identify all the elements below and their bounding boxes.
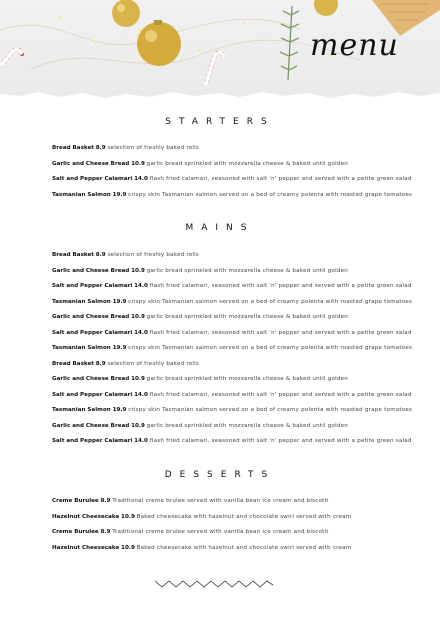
menu-item (52, 391, 422, 399)
menu-item-price: 10.9 (131, 314, 145, 320)
menu-item (52, 282, 422, 290)
zigzag-divider-icon (155, 578, 273, 590)
menu-item (52, 544, 422, 552)
menu-item-description: flash fried calamari, seasoned with salt 'n' pepper and served with a petite green salad (149, 438, 412, 444)
menu-item-price: 19.9 (112, 345, 127, 351)
menu-item-description: crispy skin Tasmanian salmon served on a bed of creamy polenta with roasted grape tomatoes (128, 407, 413, 413)
menu-item-name: Garlic and Cheese Bread (52, 376, 130, 382)
menu-item-name: Salt and Pepper Calamari (52, 283, 133, 289)
menu-item (52, 329, 422, 337)
menu-item (52, 406, 422, 414)
torn-paper-edge-icon (0, 84, 440, 100)
menu-item-name: Hazelnut Cheesecake (52, 544, 120, 551)
menu-item-description: garlic bread sprinkled with mozzarella cheese & baked until golden (146, 422, 349, 429)
menu-item-price: 19.9 (112, 407, 127, 413)
menu-item-description: garlic bread sprinkled with mozzarella cheese & baked until golden (146, 160, 349, 167)
menu-item-price: 14.0 (134, 391, 148, 398)
menu-item-description: flash fried calamari, seasoned with salt 'n' pepper and served with a petite green salad (149, 176, 412, 182)
menu-item (52, 144, 422, 152)
menu-item-name: Bread Basket (52, 145, 94, 151)
menu-item-price: 10.9 (131, 160, 145, 167)
menu-item (52, 375, 422, 383)
menu-item (52, 513, 422, 521)
menu-item-name: Bread Basket (52, 360, 94, 367)
menu-item-name: Tasmanian Salmon (52, 191, 111, 198)
menu-item-name: Garlic and Cheese Bread (52, 422, 130, 429)
menu-item-description: crispy skin Tasmanian salmon served on a bed of creamy polenta with roasted grape tomatoes (128, 191, 413, 198)
menu-item-name: Garlic and Cheese Bread (52, 267, 130, 274)
menu-item-description: selection of freshly baked rolls (107, 252, 200, 258)
menu-item-description: crispy skin Tasmanian salmon served on a bed of creamy polenta with roasted grape tomatoes (128, 345, 413, 351)
menu-item (52, 360, 422, 368)
menu-item-price: 19.9 (112, 298, 127, 305)
menu-item (52, 528, 422, 536)
menu-item (52, 298, 422, 306)
menu-item (52, 175, 422, 183)
menu-item-name: Creme Burulee (52, 498, 99, 504)
menu-item-name: Salt and Pepper Calamari (52, 176, 133, 182)
menu-item-name: Salt and Pepper Calamari (52, 391, 133, 398)
menu-item (52, 313, 422, 321)
menu-item-name: Tasmanian Salmon (52, 407, 111, 413)
menu-item-price: 14.0 (134, 329, 148, 336)
menu-item-description: selection of freshly baked rolls (107, 360, 200, 367)
header-banner (0, 0, 440, 100)
menu-item (52, 497, 422, 505)
menu-item-price: 8.9 (100, 529, 111, 535)
menu-item-name: Salt and Pepper Calamari (52, 329, 133, 336)
section-title-starters: STARTERS (165, 117, 275, 127)
menu-item-description: flash fried calamari, seasoned with salt 'n' pepper and served with a petite green salad (149, 329, 412, 336)
menu-item-description: selection of freshly baked rolls (107, 145, 200, 151)
menu-item-description: garlic bread sprinkled with mozzarella cheese & baked until golden (146, 376, 349, 382)
menu-item (52, 191, 422, 199)
menu-item-name: Salt and Pepper Calamari (52, 438, 133, 444)
menu-item (52, 344, 422, 352)
menu-item-name: Tasmanian Salmon (52, 298, 111, 305)
menu-item (52, 267, 422, 275)
menu-item-price: 14.0 (134, 176, 148, 182)
menu-item-price: 14.0 (134, 283, 148, 289)
menu-item-price: 10.9 (131, 422, 145, 429)
section-title-desserts: DESSERTS (164, 470, 276, 480)
menu-item-description: Traditional creme brulee served with vanilla bean ice cream and biscotti (112, 498, 329, 504)
menu-item-price: 10.9 (121, 544, 135, 551)
menu-item-description: flash fried calamari, seasoned with salt 'n' pepper and served with a petite green salad (149, 283, 412, 289)
menu-item-price: 19.9 (112, 191, 127, 198)
menu-item-price: 10.9 (131, 267, 145, 274)
menu-item-description: flash fried calamari, seasoned with salt 'n' pepper and served with a petite green salad (149, 391, 412, 398)
menu-item-name: Hazelnut Cheesecake (52, 513, 120, 520)
menu-title: menu (310, 28, 399, 63)
menu-item-price: 8.9 (95, 145, 106, 151)
menu-item-description: garlic bread sprinkled with mozzarella cheese & baked until golden (146, 314, 349, 320)
menu-item-description: Baked cheesecake with hazelnut and chocolate swirl served with cream (136, 513, 352, 520)
menu-item (52, 251, 422, 259)
menu-item-price: 14.0 (134, 438, 148, 444)
menu-item-price: 8.9 (95, 252, 106, 258)
menu-item-description: Traditional creme brulee served with vanilla bean ice cream and biscotti (112, 529, 329, 535)
menu-item-price: 8.9 (95, 360, 106, 367)
menu-item-description: crispy skin Tasmanian salmon served on a bed of creamy polenta with roasted grape tomatoes (128, 298, 413, 305)
menu-item (52, 422, 422, 430)
menu-item (52, 437, 422, 445)
menu-item-price: 10.9 (121, 513, 135, 520)
section-title-mains: MAINS (185, 223, 255, 233)
menu-item-price: 8.9 (100, 498, 111, 504)
menu-item-name: Garlic and Cheese Bread (52, 160, 130, 167)
menu-item (52, 160, 422, 168)
menu-item-price: 10.9 (131, 376, 145, 382)
menu-item-name: Bread Basket (52, 252, 94, 258)
menu-item-name: Tasmanian Salmon (52, 345, 111, 351)
menu-item-name: Garlic and Cheese Bread (52, 314, 130, 320)
menu-item-name: Creme Burulee (52, 529, 99, 535)
menu-item-description: Baked cheesecake with hazelnut and chocolate swirl served with cream (136, 544, 352, 551)
menu-item-description: garlic bread sprinkled with mozzarella cheese & baked until golden (146, 267, 349, 274)
